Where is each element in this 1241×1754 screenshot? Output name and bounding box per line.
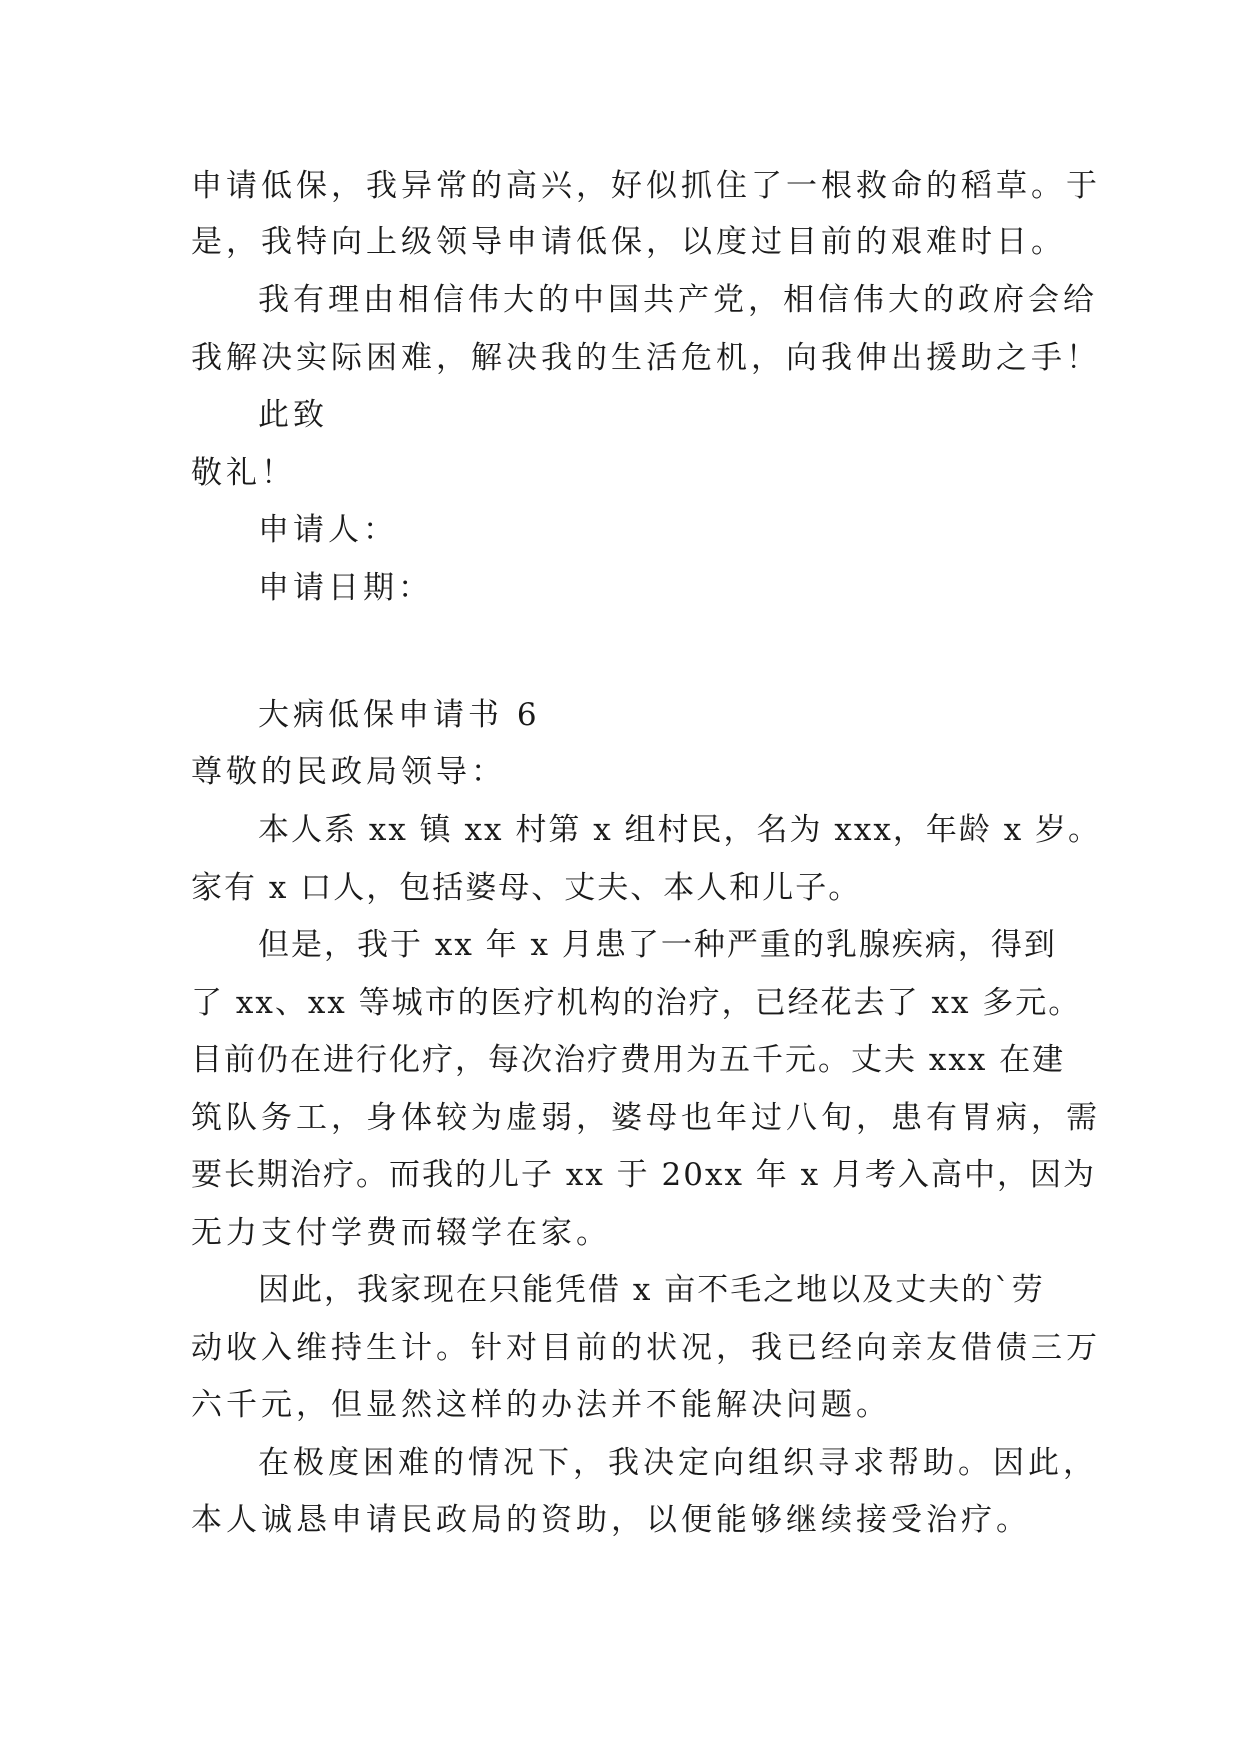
salutation-line: 敬礼！: [191, 455, 296, 491]
text-line: 目前仍在进行化疗，每次治疗费用为五千元。丈夫 xxx 在建: [191, 1042, 1066, 1078]
text-line: 本人系 xx 镇 xx 村第 x 组村民，名为 xxx，年龄 x 岁。: [258, 812, 1102, 848]
text-line: 无力支付学费而辍学在家。: [191, 1215, 611, 1251]
text-line: 但是，我于 xx 年 x 月患了一种严重的乳腺疾病，得到: [258, 927, 1057, 963]
text-line: 筑队务工，身体较为虚弱，婆母也年过八旬，患有胃病，需: [191, 1100, 1101, 1136]
text-line: 在极度困难的情况下，我决定向组织寻求帮助。因此，: [258, 1445, 1098, 1481]
text-line: 本人诚恳申请民政局的资助，以便能够继续接受治疗。: [191, 1502, 1031, 1538]
text-line: 我有理由相信伟大的中国共产党，相信伟大的政府会给: [258, 282, 1098, 318]
salutation-line: 此致: [258, 397, 328, 433]
greeting-line: 尊敬的民政局领导：: [191, 754, 506, 790]
application-date-label: 申请日期：: [258, 570, 433, 606]
text-line: 六千元，但显然这样的办法并不能解决问题。: [191, 1387, 891, 1423]
applicant-label: 申请人：: [258, 512, 398, 548]
text-line: 我解决实际困难，解决我的生活危机，向我伸出援助之手！: [191, 340, 1101, 376]
section-title: 大病低保申请书 6: [258, 697, 541, 733]
text-line: 家有 x 口人，包括婆母、丈夫、本人和儿子。: [191, 870, 862, 906]
text-line: 动收入维持生计。针对目前的状况，我已经向亲友借债三万: [191, 1330, 1101, 1366]
text-line: 因此，我家现在只能凭借 x 亩不毛之地以及丈夫的`劳: [258, 1272, 1045, 1308]
text-line: 了 xx、xx 等城市的医疗机构的治疗，已经花去了 xx 多元。: [191, 985, 1082, 1021]
text-line: 是，我特向上级领导申请低保，以度过目前的艰难时日。: [191, 224, 1066, 260]
text-line: 申请低保，我异常的高兴，好似抓住了一根救命的稻草。于: [191, 168, 1101, 204]
text-line: 要长期治疗。而我的儿子 xx 于 20xx 年 x 月考入高中，因为: [191, 1157, 1096, 1193]
